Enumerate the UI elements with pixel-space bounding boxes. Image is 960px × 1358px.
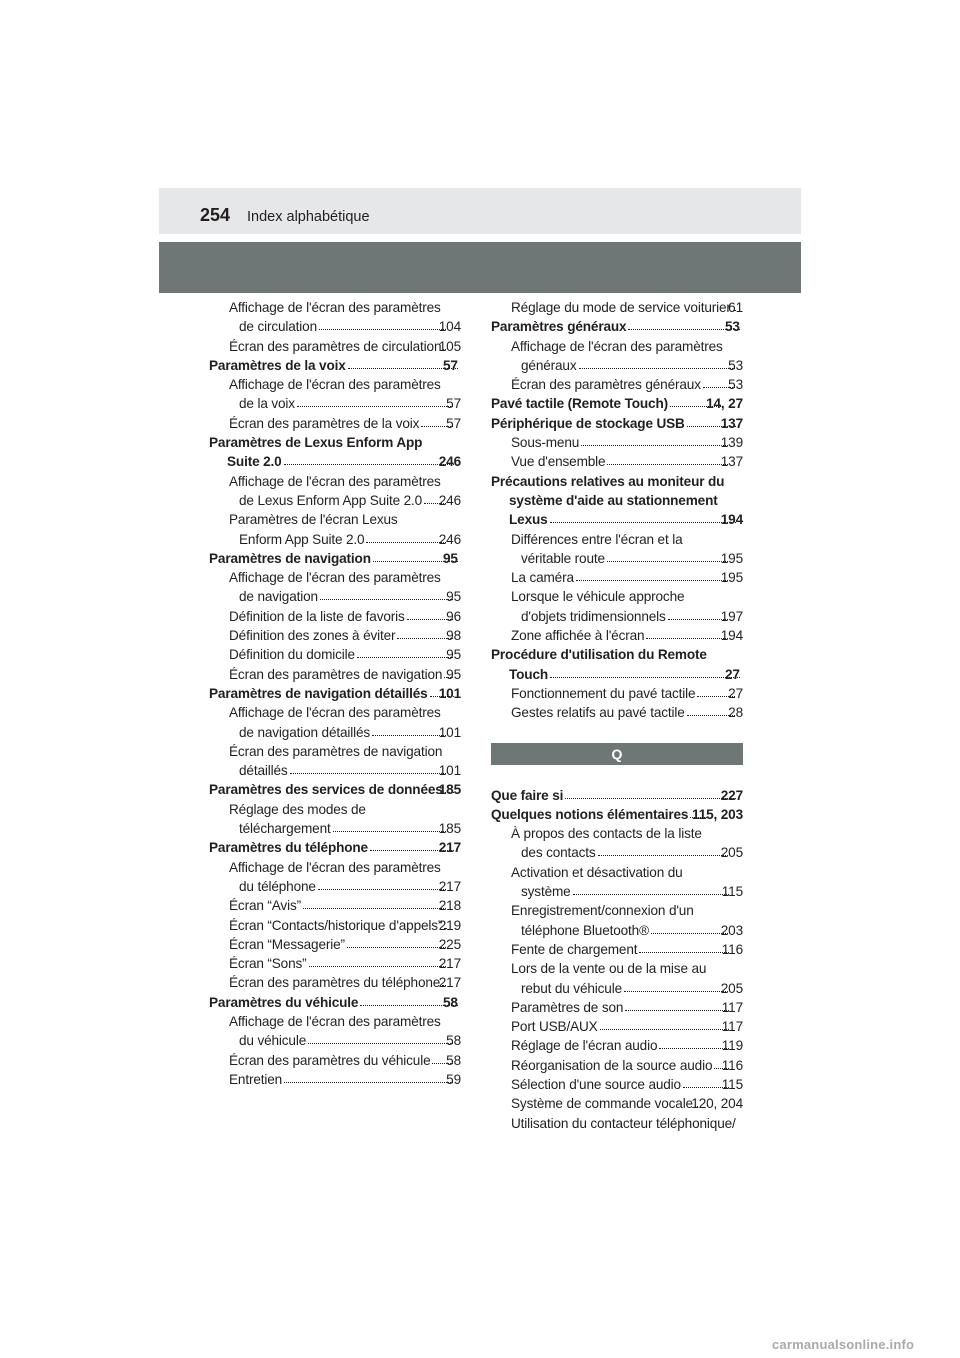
entry-text: Écran des paramètres généraux bbox=[511, 377, 701, 393]
dot-leader bbox=[668, 619, 728, 620]
dot-leader bbox=[308, 1043, 453, 1044]
entry-text: Écran “Sons” bbox=[229, 956, 307, 972]
index-subentry bbox=[209, 973, 461, 992]
entry-text: Fente de chargement bbox=[511, 941, 638, 957]
index-entry bbox=[209, 993, 461, 1012]
entry-page: 57 bbox=[455, 414, 461, 433]
dot-leader bbox=[443, 349, 446, 350]
entry-text: Définition du domicile bbox=[229, 647, 355, 663]
entry-page: 203 bbox=[730, 921, 743, 940]
dot-leader bbox=[598, 855, 728, 856]
index-entry bbox=[209, 684, 461, 703]
index-subentry bbox=[491, 863, 743, 902]
index-subentry bbox=[209, 916, 461, 935]
entry-page: 115 bbox=[731, 1075, 743, 1094]
index-subentry bbox=[491, 298, 743, 317]
dot-leader bbox=[319, 329, 446, 330]
index-subentry bbox=[491, 1036, 743, 1055]
entry-page: 101 bbox=[448, 723, 461, 742]
entry-page: 185 bbox=[448, 819, 461, 838]
entry-page: 217 bbox=[448, 877, 461, 896]
index-entry bbox=[209, 780, 461, 799]
index-subentry bbox=[209, 665, 461, 684]
entry-text: Écran des paramètres de navigation bbox=[229, 666, 443, 682]
entry-page: 104 bbox=[448, 317, 461, 336]
dot-leader bbox=[421, 426, 453, 427]
index-subentry bbox=[209, 935, 461, 954]
entry-text: À propos des contacts de la liste des contacts bbox=[511, 826, 702, 861]
entry-page: 115, 203 bbox=[709, 805, 743, 824]
dot-leader bbox=[703, 387, 735, 388]
entry-text: Écran “Messagerie” bbox=[229, 936, 345, 952]
entry-text: Système de commande vocale bbox=[511, 1096, 693, 1112]
index-subentry bbox=[491, 998, 743, 1017]
index-subentry bbox=[209, 626, 461, 645]
entry-page: 185 bbox=[456, 780, 461, 799]
index-column-right bbox=[491, 298, 743, 1133]
entry-page: 246 bbox=[448, 530, 461, 549]
entry-page: 217 bbox=[448, 954, 461, 973]
page-title: Index alphabétique bbox=[247, 209, 370, 225]
dot-leader bbox=[697, 696, 735, 697]
entry-page: 195 bbox=[730, 549, 743, 568]
entry-text: Sous-menu bbox=[511, 435, 580, 451]
entry-text: Paramètres du téléphone bbox=[209, 840, 368, 856]
dot-leader bbox=[670, 406, 721, 407]
index-subentry bbox=[491, 1017, 743, 1036]
entry-text: Définition des zones à éviter bbox=[229, 628, 396, 644]
entry-text: Affichage de l'écran des paramètres de Lexus Enform App Suite 2.0 bbox=[229, 473, 441, 508]
index-subentry bbox=[209, 645, 461, 664]
entry-page: 101 bbox=[448, 761, 461, 780]
entry-page: 53 bbox=[737, 356, 743, 375]
entry-page: 195 bbox=[730, 568, 743, 587]
dot-leader bbox=[348, 368, 458, 369]
index-subentry bbox=[209, 337, 461, 356]
entry-text: La caméra bbox=[511, 570, 574, 586]
entry-page: 58 bbox=[455, 1051, 461, 1070]
entry-page: 246 bbox=[456, 452, 461, 471]
index-entry bbox=[491, 414, 743, 433]
index-subentry bbox=[491, 626, 743, 645]
entry-text: Affichage de l'écran des paramètres du téléphone bbox=[229, 859, 441, 894]
index-subentry bbox=[209, 472, 461, 511]
entry-page: 59 bbox=[455, 1070, 461, 1089]
entry-page: 116 bbox=[731, 940, 743, 959]
entry-page: 27 bbox=[737, 684, 743, 703]
entry-text: Que faire si bbox=[491, 787, 564, 803]
entry-text: Port USB/AUX bbox=[511, 1019, 598, 1035]
entry-text: Enregistrement/connexion d'un téléphone Bluetooth® bbox=[511, 903, 694, 938]
index-subentry bbox=[491, 901, 743, 940]
entry-page: 58 bbox=[455, 1031, 461, 1050]
dot-leader bbox=[607, 464, 728, 465]
entry-page: 101 bbox=[456, 684, 461, 703]
dot-leader bbox=[550, 677, 740, 678]
dot-leader bbox=[373, 561, 458, 562]
entry-text: Écran des paramètres de circulation bbox=[229, 338, 442, 354]
index-subentry bbox=[491, 452, 743, 471]
entry-text: Affichage de l'écran des paramètres de la voix bbox=[229, 377, 441, 412]
index-subentry bbox=[491, 1075, 743, 1094]
index-subentry bbox=[491, 568, 743, 587]
entry-text: Précautions relatives au moniteur du système d'aide au stationnement Lexus bbox=[491, 473, 725, 528]
entry-page: 119 bbox=[731, 1036, 743, 1055]
entry-text: Affichage de l'écran des paramètres de navigation détaillés bbox=[229, 705, 441, 740]
dot-leader bbox=[366, 542, 446, 543]
entry-page: 217 bbox=[448, 973, 461, 992]
header-dark-band bbox=[159, 242, 801, 293]
index-subentry bbox=[491, 433, 743, 452]
entry-text: Vue d'ensemble bbox=[511, 454, 606, 470]
index-subentry bbox=[209, 954, 461, 973]
dot-leader bbox=[565, 798, 736, 799]
dot-leader bbox=[432, 1063, 453, 1064]
entry-page: 117 bbox=[731, 998, 743, 1017]
entry-text: Quelques notions élémentaires bbox=[491, 806, 689, 822]
entry-text: Lorsque le véhicule approche d'objets tridimensionnels bbox=[511, 589, 685, 624]
index-subentry bbox=[491, 959, 743, 998]
index-column-left bbox=[209, 298, 461, 1089]
dot-leader bbox=[687, 715, 735, 716]
entry-text: Affichage de l'écran des paramètres généraux bbox=[511, 338, 723, 373]
index-subentry bbox=[209, 375, 461, 414]
index-subentry bbox=[491, 684, 743, 703]
entry-page: 246 bbox=[448, 491, 461, 510]
dot-leader bbox=[442, 985, 446, 986]
entry-text: Zone affichée à l'écran bbox=[511, 628, 645, 644]
entry-text: Paramètres des services de données bbox=[209, 782, 443, 798]
dot-leader bbox=[290, 773, 446, 774]
index-subentry bbox=[491, 375, 743, 394]
entry-text: Paramètres de la voix bbox=[209, 357, 346, 373]
index-subentry bbox=[209, 607, 461, 626]
dot-leader bbox=[651, 933, 728, 934]
index-entry bbox=[491, 472, 743, 530]
entry-page: 137 bbox=[738, 414, 743, 433]
entry-page: 217 bbox=[456, 838, 461, 857]
entry-page: 57 bbox=[455, 394, 461, 413]
entry-page: 218 bbox=[448, 896, 461, 915]
index-subentry bbox=[209, 298, 461, 337]
entry-page: 105 bbox=[448, 337, 461, 356]
dot-leader bbox=[581, 445, 728, 446]
entry-text: Écran des paramètres du téléphone bbox=[229, 975, 441, 991]
entry-text: Affichage de l'écran des paramètres de navigation bbox=[229, 570, 441, 605]
index-subentry bbox=[209, 896, 461, 915]
watermark: carmanualsonline.info bbox=[772, 1337, 915, 1352]
index-entry bbox=[209, 549, 461, 568]
entry-text: Sélection d'une source audio bbox=[511, 1076, 681, 1092]
dot-leader bbox=[318, 889, 446, 890]
dot-leader bbox=[284, 464, 454, 465]
index-subentry bbox=[491, 587, 743, 626]
dot-leader bbox=[607, 561, 728, 562]
entry-page: 95 bbox=[460, 549, 461, 568]
dot-leader bbox=[639, 952, 729, 953]
index-entry bbox=[209, 356, 461, 375]
entry-text: Paramètres généraux bbox=[491, 319, 627, 335]
dot-leader bbox=[430, 696, 454, 697]
entry-text: Entretien bbox=[229, 1071, 283, 1087]
entry-page: 225 bbox=[448, 935, 461, 954]
dot-leader bbox=[683, 1087, 729, 1088]
entry-page: 137 bbox=[730, 452, 743, 471]
entry-page: 95 bbox=[455, 587, 461, 606]
page-number: 254 bbox=[200, 205, 231, 225]
dot-leader bbox=[646, 638, 728, 639]
entry-text: Paramètres de son bbox=[511, 999, 624, 1015]
entry-page: 27 bbox=[742, 665, 743, 684]
dot-leader bbox=[309, 966, 446, 967]
entry-text: Écran des paramètres de navigation détaillés bbox=[229, 743, 443, 779]
index-group-p bbox=[491, 298, 743, 723]
index-subentry bbox=[491, 337, 743, 376]
dot-leader bbox=[733, 310, 735, 311]
entry-text: Réglage de l'écran audio bbox=[511, 1038, 658, 1054]
index-subentry bbox=[209, 1070, 461, 1089]
entry-page: 219 bbox=[448, 916, 461, 935]
section-letter-band bbox=[491, 743, 743, 765]
entry-text: Écran des paramètres du véhicule bbox=[229, 1052, 431, 1068]
dot-leader bbox=[573, 894, 729, 895]
entry-text: Affichage de l'écran des paramètres du véhicule bbox=[229, 1013, 441, 1049]
dot-leader bbox=[695, 1106, 698, 1107]
entry-text: Paramètres de navigation détaillés bbox=[209, 685, 428, 701]
entry-page: 227 bbox=[738, 786, 743, 805]
dot-leader bbox=[360, 1005, 458, 1006]
entry-page: 120, 204 bbox=[700, 1094, 743, 1113]
entry-page: 95 bbox=[455, 645, 461, 664]
entry-text: Périphérique de stockage USB bbox=[491, 415, 685, 431]
entry-text: Pavé tactile (Remote Touch) bbox=[491, 396, 668, 412]
dot-leader bbox=[444, 928, 446, 929]
entry-page: 98 bbox=[455, 626, 461, 645]
dot-leader bbox=[372, 735, 446, 736]
index-entry bbox=[491, 394, 743, 413]
index-entry bbox=[491, 645, 743, 684]
entry-text: Affichage de l'écran des paramètres de circulation bbox=[229, 300, 441, 335]
dot-leader bbox=[659, 1048, 729, 1049]
dot-leader bbox=[687, 426, 736, 427]
entry-page: 205 bbox=[730, 843, 743, 862]
entry-text: Écran “Avis” bbox=[229, 898, 301, 914]
entry-page: 53 bbox=[737, 375, 743, 394]
index-subentry bbox=[491, 1056, 743, 1075]
index-subentry bbox=[491, 703, 743, 722]
index-subentry bbox=[209, 568, 461, 607]
dot-leader bbox=[600, 1029, 729, 1030]
index-subentry bbox=[209, 1012, 461, 1051]
dot-leader bbox=[690, 817, 707, 818]
dot-leader bbox=[445, 792, 454, 793]
entry-text: Lors de la vente ou de la mise au rebut du véhicule bbox=[511, 961, 707, 996]
entry-page: 194 bbox=[730, 626, 743, 645]
index-subentry bbox=[491, 940, 743, 959]
dot-leader bbox=[407, 619, 453, 620]
entry-text: Paramètres du véhicule bbox=[209, 994, 359, 1010]
entry-text: Activation et désactivation du système bbox=[511, 864, 683, 900]
entry-text: Paramètres de navigation bbox=[209, 550, 371, 566]
entry-text: Écran des paramètres de la voix bbox=[229, 415, 420, 431]
entry-page: 95 bbox=[455, 665, 461, 684]
entry-text: Paramètres de l'écran Lexus Enform App Suite 2.0 bbox=[229, 512, 398, 547]
dot-leader bbox=[444, 677, 453, 678]
entry-page: 117 bbox=[731, 1017, 743, 1036]
dot-leader bbox=[714, 1068, 729, 1069]
dot-leader bbox=[333, 831, 446, 832]
dot-leader bbox=[576, 580, 728, 581]
entry-text: Écran “Contacts/historique d'appels” bbox=[229, 917, 443, 933]
dot-leader bbox=[625, 1010, 729, 1011]
dot-leader bbox=[550, 522, 736, 523]
entry-page: 96 bbox=[455, 607, 461, 626]
entry-page: 14, 27 bbox=[723, 394, 743, 413]
entry-text: Utilisation du contacteur téléphonique/ bbox=[511, 1115, 736, 1131]
entry-text: Réglage du mode de service voiturier bbox=[511, 300, 731, 315]
index-entry bbox=[209, 433, 461, 472]
index-subentry bbox=[209, 1051, 461, 1070]
index-group-q bbox=[491, 786, 743, 1133]
entry-page: 28 bbox=[737, 703, 743, 722]
index-subentry bbox=[209, 703, 461, 742]
dot-leader bbox=[303, 908, 446, 909]
index-subentry bbox=[491, 824, 743, 863]
index-entry bbox=[491, 805, 743, 824]
index-subentry bbox=[209, 800, 461, 839]
dot-leader bbox=[284, 1082, 453, 1083]
entry-page: 58 bbox=[460, 993, 461, 1012]
entry-page: 61 bbox=[737, 298, 743, 317]
entry-text: Différences entre l'écran et la véritable route bbox=[511, 531, 683, 566]
index-subentry bbox=[209, 858, 461, 897]
entry-text: Gestes relatifs au pavé tactile bbox=[511, 705, 685, 721]
dot-leader bbox=[347, 947, 446, 948]
index-entry bbox=[491, 786, 743, 805]
index-subentry bbox=[491, 1094, 743, 1113]
entry-text: Réorganisation de la source audio bbox=[511, 1057, 713, 1073]
index-subentry bbox=[491, 530, 743, 569]
dot-leader bbox=[579, 368, 736, 369]
entry-text: Réglage des modes de téléchargement bbox=[229, 801, 366, 837]
entry-text: Fonctionnement du pavé tactile bbox=[511, 685, 696, 701]
entry-text: Définition de la liste de favoris bbox=[229, 608, 405, 624]
index-subentry bbox=[209, 414, 461, 433]
dot-leader bbox=[628, 329, 740, 330]
entry-page: 194 bbox=[738, 510, 743, 529]
index-subentry bbox=[209, 742, 461, 781]
dot-leader bbox=[624, 991, 728, 992]
index-subentry bbox=[209, 510, 461, 549]
dot-leader bbox=[424, 503, 446, 504]
index-entry bbox=[491, 317, 743, 336]
entry-page: 205 bbox=[730, 979, 743, 998]
dot-leader bbox=[370, 850, 454, 851]
entry-text: Procédure d'utilisation du Remote Touch bbox=[491, 647, 707, 682]
entry-text: Paramètres de Lexus Enform App Suite 2.0 bbox=[209, 435, 423, 470]
dot-leader bbox=[297, 406, 453, 407]
index-entry bbox=[209, 838, 461, 857]
entry-page: 53 bbox=[742, 317, 743, 336]
entry-page: 116 bbox=[731, 1056, 743, 1075]
entry-page: 115 bbox=[731, 882, 743, 901]
section-letter: Q bbox=[611, 745, 623, 762]
entry-page: 57 bbox=[460, 356, 461, 375]
dot-leader bbox=[397, 638, 453, 639]
entry-page: 197 bbox=[730, 607, 743, 626]
dot-leader bbox=[357, 657, 453, 658]
entry-page: 139 bbox=[730, 433, 743, 452]
index-subentry bbox=[491, 1114, 743, 1133]
dot-leader bbox=[320, 599, 453, 600]
